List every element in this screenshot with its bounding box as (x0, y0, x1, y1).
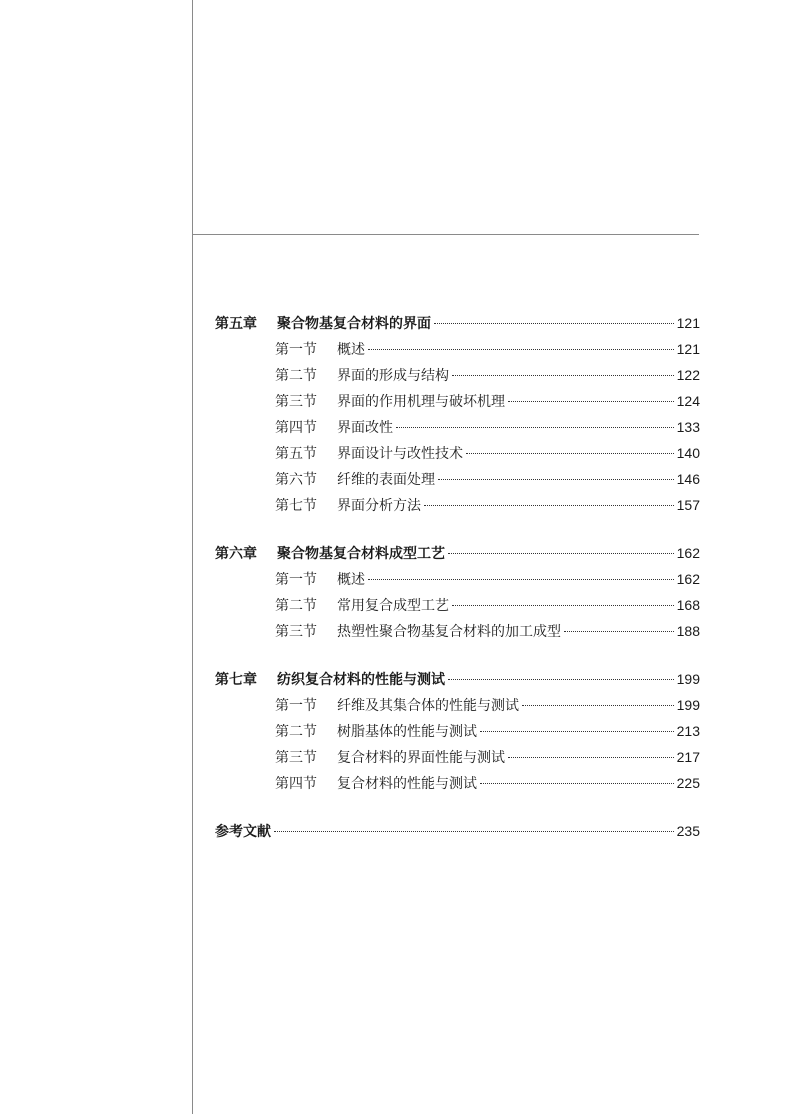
dot-leader (564, 630, 674, 632)
page-number: 188 (676, 623, 700, 639)
dot-leader (452, 604, 674, 606)
page-number: 140 (676, 445, 700, 461)
page-number: 225 (676, 775, 700, 791)
section-title: 纤维的表面处理 (337, 472, 435, 488)
section-title: 复合材料的界面性能与测试 (337, 750, 505, 766)
page-number: 235 (676, 823, 700, 839)
section-number: 第四节 (275, 420, 317, 436)
page-number: 146 (676, 471, 700, 487)
section-entry[interactable] (215, 618, 700, 644)
section-title: 常用复合成型工艺 (337, 598, 449, 614)
chapter-number: 第六章 (215, 546, 257, 562)
section-entry[interactable] (215, 692, 700, 718)
references-entry[interactable] (215, 818, 700, 844)
dot-leader (480, 782, 674, 784)
chapter-entry[interactable] (215, 310, 700, 336)
section-number: 第二节 (275, 368, 317, 384)
page-number: 162 (676, 545, 700, 561)
section-number: 第六节 (275, 472, 317, 488)
section-number: 第三节 (275, 394, 317, 410)
references-title: 参考文献 (215, 824, 271, 840)
section-title: 复合材料的性能与测试 (337, 776, 477, 792)
page-number: 213 (676, 723, 700, 739)
section-entry[interactable] (215, 566, 700, 592)
section-entry[interactable] (215, 770, 700, 796)
section-number: 第二节 (275, 598, 317, 614)
page-number: 121 (676, 341, 700, 357)
dot-leader (368, 348, 674, 350)
section-entry[interactable] (215, 492, 700, 518)
section-entry[interactable] (215, 414, 700, 440)
dot-leader (448, 552, 674, 554)
dot-leader (396, 426, 674, 428)
section-title: 树脂基体的性能与测试 (337, 724, 477, 740)
section-entry[interactable] (215, 336, 700, 362)
dot-leader (466, 452, 674, 454)
chapter-entry[interactable] (215, 666, 700, 692)
section-number: 第三节 (275, 624, 317, 640)
page-number: 217 (676, 749, 700, 765)
page-number: 157 (676, 497, 700, 513)
page-number: 199 (676, 671, 700, 687)
section-entry[interactable] (215, 388, 700, 414)
page-number: 122 (676, 367, 700, 383)
chapter-number: 第五章 (215, 316, 257, 332)
section-title: 界面改性 (337, 420, 393, 436)
section-number: 第五节 (275, 446, 317, 462)
chapter-title: 聚合物基复合材料的界面 (277, 316, 431, 332)
dot-leader (522, 704, 674, 706)
dot-leader (434, 322, 674, 324)
page-number: 124 (676, 393, 700, 409)
section-entry[interactable] (215, 592, 700, 618)
dot-leader (508, 400, 674, 402)
section-title: 概述 (337, 572, 365, 588)
dot-leader (452, 374, 674, 376)
section-entry[interactable] (215, 718, 700, 744)
margin-vertical-rule (192, 0, 193, 1114)
chapter-number: 第七章 (215, 672, 257, 688)
chapter-title: 聚合物基复合材料成型工艺 (277, 546, 445, 562)
chapter-block (215, 540, 700, 644)
section-title: 纤维及其集合体的性能与测试 (337, 698, 519, 714)
section-number: 第二节 (275, 724, 317, 740)
section-number: 第一节 (275, 572, 317, 588)
chapter-entry[interactable] (215, 540, 700, 566)
page-number: 199 (676, 697, 700, 713)
page-number: 162 (676, 571, 700, 587)
chapter-block (215, 310, 700, 518)
page-number: 121 (676, 315, 700, 331)
dot-leader (480, 730, 674, 732)
section-title: 界面分析方法 (337, 498, 421, 514)
section-number: 第三节 (275, 750, 317, 766)
section-title: 界面的形成与结构 (337, 368, 449, 384)
chapter-block (215, 666, 700, 796)
dot-leader (368, 578, 674, 580)
dot-leader (424, 504, 674, 506)
section-title: 界面设计与改性技术 (337, 446, 463, 462)
section-title: 界面的作用机理与破坏机理 (337, 394, 505, 410)
section-entry[interactable] (215, 440, 700, 466)
section-number: 第七节 (275, 498, 317, 514)
section-entry[interactable] (215, 466, 700, 492)
dot-leader (274, 830, 674, 832)
chapter-title: 纺织复合材料的性能与测试 (277, 672, 445, 688)
table-of-contents (215, 310, 700, 844)
section-number: 第一节 (275, 698, 317, 714)
section-number: 第四节 (275, 776, 317, 792)
section-number: 第一节 (275, 342, 317, 358)
section-title: 热塑性聚合物基复合材料的加工成型 (337, 624, 561, 640)
section-entry[interactable] (215, 362, 700, 388)
dot-leader (448, 678, 674, 680)
dot-leader (438, 478, 674, 480)
header-horizontal-rule (192, 234, 699, 235)
section-title: 概述 (337, 342, 365, 358)
dot-leader (508, 756, 674, 758)
page-number: 168 (676, 597, 700, 613)
section-entry[interactable] (215, 744, 700, 770)
page-number: 133 (676, 419, 700, 435)
